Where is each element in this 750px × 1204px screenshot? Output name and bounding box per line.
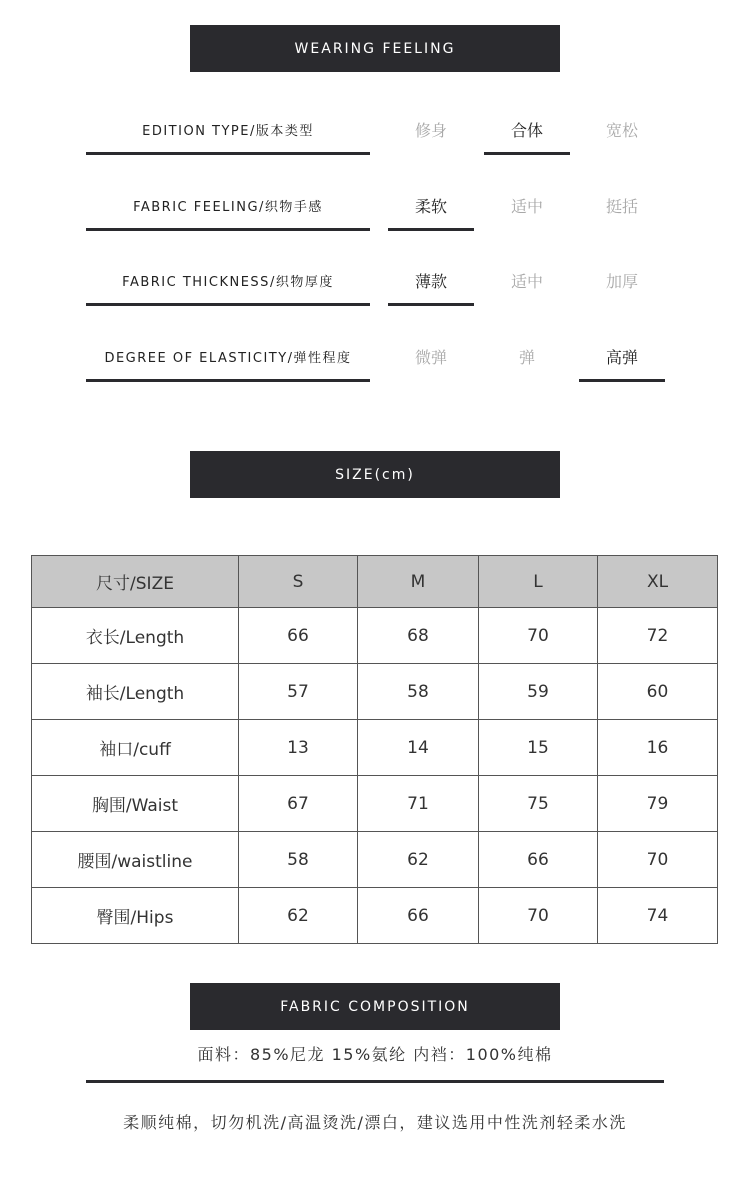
table-cell: 62 (239, 888, 358, 944)
feel-option-selected: 薄款 (388, 257, 474, 306)
table-row (32, 832, 718, 888)
care-instructions: 柔顺纯棉，切勿机洗/高温烫洗/漂白，建议选用中性洗剂轻柔水洗 (123, 1113, 627, 1132)
size-table (31, 555, 718, 944)
feel-option: 挺括 (605, 196, 638, 216)
fabric-composition-title: FABRIC COMPOSITION (280, 998, 470, 1015)
wearing-feeling-banner (190, 25, 560, 72)
table-cell: 66 (479, 832, 598, 888)
feel-label: EDITION TYPE/版本类型 (86, 106, 370, 155)
table-cell: 70 (479, 888, 598, 944)
table-cell: 58 (239, 832, 358, 888)
table-cell: 60 (598, 664, 718, 720)
table-row (32, 888, 718, 944)
feel-row-edition-type (0, 106, 750, 156)
feel-option: 适中 (510, 271, 543, 291)
size-banner (190, 451, 560, 498)
fabric-composition-banner (190, 983, 560, 1030)
feel-row-elasticity (0, 333, 750, 383)
feel-option: 微弹 (414, 347, 447, 367)
table-cell: 71 (358, 776, 479, 832)
size-title: SIZE(cm) (335, 466, 415, 483)
table-row (32, 664, 718, 720)
composition-text: 面料：85%尼龙 15%氨纶 内裆：100%纯棉 (197, 1045, 553, 1064)
table-cell: 70 (598, 832, 718, 888)
feel-label: DEGREE OF ELASTICITY/弹性程度 (86, 333, 370, 382)
table-cell: 58 (358, 664, 479, 720)
table-cell: 胸围/Waist (32, 776, 239, 832)
divider (86, 1080, 664, 1083)
table-cell: 74 (598, 888, 718, 944)
table-cell: 袖口/cuff (32, 720, 239, 776)
size-table-header-row (32, 556, 718, 608)
size-header-cell: 尺寸/SIZE (32, 556, 239, 608)
table-cell: 臀围/Hips (32, 888, 239, 944)
table-row (32, 776, 718, 832)
table-cell: 14 (358, 720, 479, 776)
table-cell: 67 (239, 776, 358, 832)
feel-option: 修身 (414, 120, 447, 140)
feel-row-fabric-feeling (0, 182, 750, 232)
size-header-cell: XL (598, 556, 718, 608)
table-cell: 79 (598, 776, 718, 832)
table-cell: 66 (239, 608, 358, 664)
table-cell: 70 (479, 608, 598, 664)
size-header-cell: L (479, 556, 598, 608)
table-cell: 衣长/Length (32, 608, 239, 664)
table-cell: 57 (239, 664, 358, 720)
table-cell: 15 (479, 720, 598, 776)
feel-row-fabric-thickness (0, 257, 750, 307)
feel-option: 宽松 (605, 120, 638, 140)
size-header-cell: S (239, 556, 358, 608)
table-cell: 59 (479, 664, 598, 720)
feel-option: 弹 (518, 347, 535, 367)
feel-label: FABRIC FEELING/织物手感 (86, 182, 370, 231)
feel-option: 加厚 (605, 271, 638, 291)
table-cell: 袖长/Length (32, 664, 239, 720)
table-row (32, 608, 718, 664)
feel-option-selected: 柔软 (388, 182, 474, 231)
table-cell: 62 (358, 832, 479, 888)
table-cell: 72 (598, 608, 718, 664)
feel-label: FABRIC THICKNESS/织物厚度 (86, 257, 370, 306)
table-cell: 13 (239, 720, 358, 776)
table-cell: 68 (358, 608, 479, 664)
wearing-feeling-title: WEARING FEELING (294, 40, 456, 57)
table-cell: 腰围/waistline (32, 832, 239, 888)
table-cell: 16 (598, 720, 718, 776)
feel-option-selected: 合体 (484, 106, 570, 155)
table-cell: 66 (358, 888, 479, 944)
size-header-cell: M (358, 556, 479, 608)
feel-option: 适中 (510, 196, 543, 216)
table-cell: 75 (479, 776, 598, 832)
feel-option-selected: 高弹 (579, 333, 665, 382)
table-row (32, 720, 718, 776)
